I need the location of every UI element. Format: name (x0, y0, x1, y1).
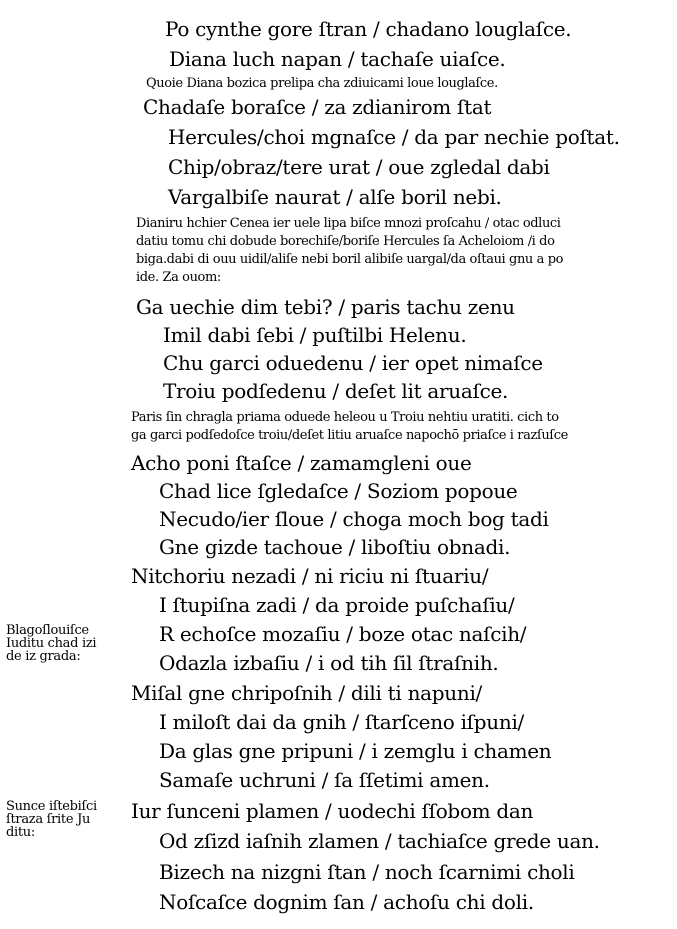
verse-line: Chu garci oduedenu / ier opet nimaſce (163, 351, 543, 375)
margin-note-line: ſtraza ſrite Ju (6, 812, 91, 827)
verse-line: Bizech na nizgni ſtan / noch ſcarnimi choli (159, 860, 575, 884)
prose-line: biga.dabi di ouu uidil/aliſe nebi boril alibiſe uargal/da oſtaui gnu a po (136, 252, 564, 267)
margin-note-line: Sunce iſtebiſci (6, 799, 97, 814)
margin-note-line: Blagoſlouiſce (6, 623, 89, 638)
verse-line: Iur ſunceni plamen / uodechi ſſobom dan (131, 799, 534, 823)
verse-line: Chad lice ſgledaſce / Soziom popoue (159, 479, 518, 503)
verse-line: Troiu podſedenu / deſet lit aruaſce. (163, 379, 509, 403)
verse-line: Imil dabi ſebi / puſtilbi Helenu. (163, 323, 467, 347)
margin-note-line: Iuditu chad izi (6, 636, 97, 651)
verse-line: Ga uechie dim tebi? / paris tachu zenu (136, 295, 515, 319)
prose-line: Quoie Diana bozica prelipa cha zdiuicami loue louglaſce. (146, 76, 498, 91)
prose-line: datiu tomu chi dobude borechiſe/boriſe Hercules ſa Acheloiom /i do (136, 234, 555, 249)
margin-note-line: de iz grada: (6, 649, 81, 664)
margin-note (6, 624, 96, 663)
verse-line: Hercules/choi mgnaſce / da par nechie poſtat. (168, 125, 620, 149)
prose-line: Dianiru hchier Cenea ier uele lipa biſce mnozi proſcahu / otac odluci (136, 216, 561, 231)
verse-line: Chadaſe boraſce / za zdianirom ſtat (143, 95, 492, 119)
verse-line: Chip/obraz/tere urat / oue zgledal dabi (168, 155, 550, 179)
verse-line: Samaſe uchruni / ſa ſſetimi amen. (159, 768, 490, 792)
prose-line: ga garci podſedoſce troiu/deſet litiu aruaſce napochō priaſce i razſuſce (131, 428, 568, 443)
verse-line: Odazla izbaſiu / i od tih ſil ſtraſnih. (159, 651, 499, 675)
prose-line: ide. Za ouom: (136, 270, 221, 285)
verse-line: Od zſizd iaſnih zlamen / tachiaſce grede uan. (159, 829, 600, 853)
verse-line: Miſal gne chripoſnih / dili ti napuni/ (131, 681, 482, 705)
verse-line: Po cynthe gore ſtran / chadano louglaſce. (165, 17, 572, 41)
prose-line: Paris ſin chragla priama oduede heleou u Troiu nehtiu uratiti. cich to (131, 410, 559, 425)
verse-line: R echoſce mozaſiu / boze otac naſcih/ (159, 622, 527, 646)
verse-line: I miloſt dai da gnih / ſtarſceno iſpuni/ (159, 710, 524, 734)
verse-line: Diana luch napan / tachaſe uiaſce. (169, 47, 506, 71)
verse-line: Nitchoriu nezadi / ni riciu ni ſtuariu/ (131, 564, 489, 588)
verse-line: Necudo/ier ſloue / choga moch bog tadi (159, 507, 549, 531)
verse-line: Acho poni ſtaſce / zamamgleni oue (131, 451, 472, 475)
verse-line: Vargalbiſe naurat / alſe boril nebi. (168, 185, 502, 209)
verse-line: Da glas gne pripuni / i zemglu i chamen (159, 739, 552, 763)
verse-line: Noſcaſce dognim ſan / achoſu chi doli. (159, 890, 534, 914)
margin-note (6, 800, 97, 839)
verse-line: Gne gizde tachoue / liboſtiu obnadi. (159, 535, 511, 559)
verse-line: I ſtupiſna zadi / da proide puſchaſiu/ (159, 593, 515, 617)
margin-note-line: ditu: (6, 825, 35, 840)
